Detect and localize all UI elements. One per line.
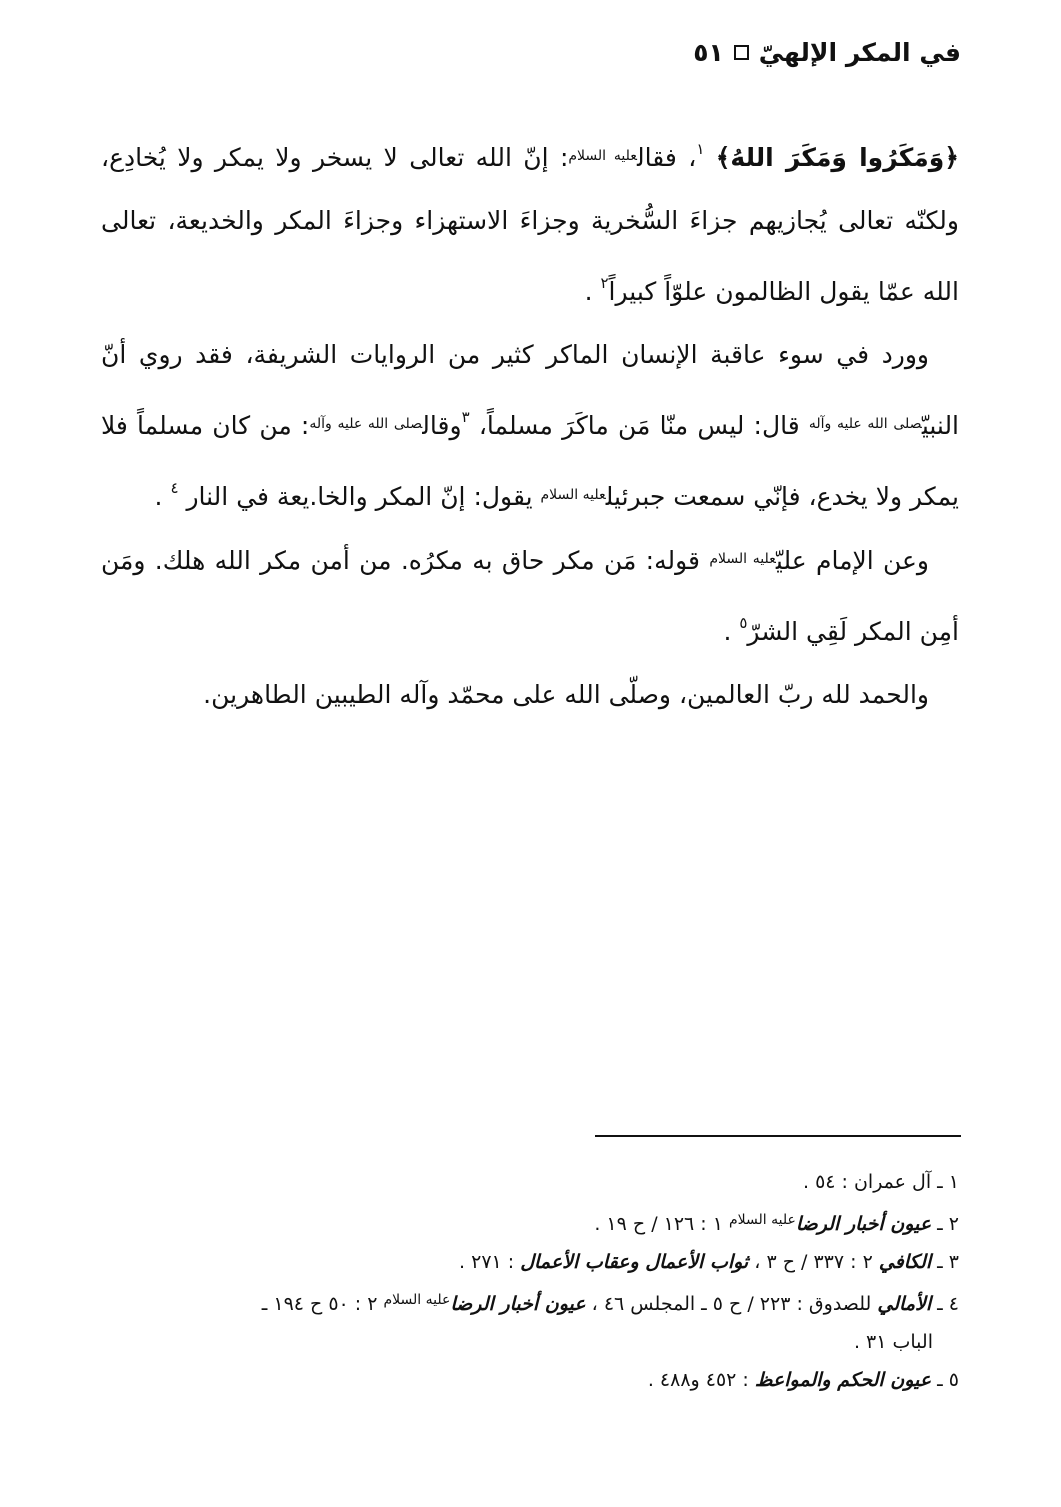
footnote-ref-5[interactable]: ٥: [739, 614, 748, 632]
source-title: الكافي: [878, 1251, 932, 1273]
paragraph-1: ﴿وَمَكَرُوا وَمَكَرَ اللهُ﴾ $^١$، فقال$^{عليه السلام}$: إنّ الله تعالى لا يسخر ولا يمكر ولا يُخادِع، ولكنّه تعالى يُجازيهم جزاءَ السُّخرية وجزاءَ الاستهزاء وجزاءَ المكر والخديعة، تعالى الله عمّا يقول الظالمون علوّاً كبيراً$^٢$ .: [101, 140, 959, 306]
paragraph-4: والحمد لله ربّ العالمين، وصلّى الله على محمّد وآله الطيبين الطاهرين.: [203, 680, 929, 709]
blessing-mark: عليه السلام: [709, 551, 776, 567]
source-title: ثواب الأعمال وعقاب الأعمال: [520, 1251, 749, 1273]
header-title: في المكر الإلهيّ: [758, 38, 961, 67]
footnote-ref-2[interactable]: ٢: [600, 274, 609, 292]
paragraph-3: وعن الإمام عليّ$^{عليه السلام}$ قوله: مَن مكر حاق به مكرُه. من أمن مكر الله هلك. ومَن أمِن المكر لَقِي الشرّ$^٥$ .: [101, 546, 959, 646]
source-title: عيون الحكم والمواعظ: [754, 1369, 932, 1391]
page-body: [101, 118, 959, 726]
footnote-4: ٤ ـ الأمالي للصدوق : ٢٢٣ / ح ٥ ـ المجلس ٤٦ ، عيون أخبار الرضا$^{عليه السلام}$ ٢ : ٥٠ ح ١٩٤ ـ: [261, 1292, 959, 1315]
running-header: [693, 38, 961, 67]
footnote-ref-1[interactable]: ١: [696, 140, 705, 158]
page-number: ٥١: [693, 38, 724, 67]
footnote-5: ٥ ـ عيون الحكم والمواعظ : ٤٥٢ و٤٨٨ .: [647, 1369, 959, 1391]
paragraph-2: وورد في سوء عاقبة الإنسان الماكر كثير من الروايات الشريفة، فقد روي أنّ النبيّ$^{صلى الله عليه وآله}$ قال: ليس منّا مَن ماكَرَ مسلماً، $^٣$وقال$^{صلى الله عليه وآله}$: من كان مسلماً فلا يمكر ولا يخدع، فإنّي سمعت جبرئيل$^{عليه السلام}$ يقول: إنّ المكر والخا.يعة في النار $^٤$ .: [101, 340, 960, 511]
footnote-4-continued: الباب ٣١ .: [853, 1331, 933, 1353]
square-ornament-icon: [734, 45, 749, 60]
source-title: عيون أخبار الرضا: [795, 1213, 932, 1235]
footnote-1: ١ ـ آل عمران : ٥٤ .: [802, 1171, 959, 1193]
footnote-2: ٢ ـ عيون أخبار الرضا$^{عليه السلام}$ ١ : ١٢٦ / ح ١٩ .: [594, 1212, 959, 1235]
blessing-mark: صلى الله عليه وآله: [808, 416, 922, 432]
footnote-separator: [595, 1135, 961, 1137]
footnote-ref-3[interactable]: ٣: [461, 408, 470, 426]
quran-verse: ﴿وَمَكَرُوا وَمَكَرَ اللهُ﴾: [715, 143, 959, 172]
source-title: عيون أخبار الرضا: [450, 1293, 586, 1315]
blessing-mark: عليه السلام: [540, 487, 606, 503]
blessing-mark: عليه السلام: [383, 1292, 451, 1308]
blessing-mark: صلى الله عليه وآله: [309, 416, 423, 432]
footnote-ref-4[interactable]: ٤: [170, 479, 179, 497]
footnote-3: ٣ ـ الكافي ٢ : ٣٣٧ / ح ٣ ، ثواب الأعمال وعقاب الأعمال : ٢٧١ .: [459, 1251, 959, 1273]
blessing-mark: عليه السلام: [568, 148, 638, 164]
blessing-mark: عليه السلام: [729, 1212, 796, 1228]
source-title: الأمالي: [877, 1293, 932, 1315]
footnotes: [101, 1163, 959, 1399]
